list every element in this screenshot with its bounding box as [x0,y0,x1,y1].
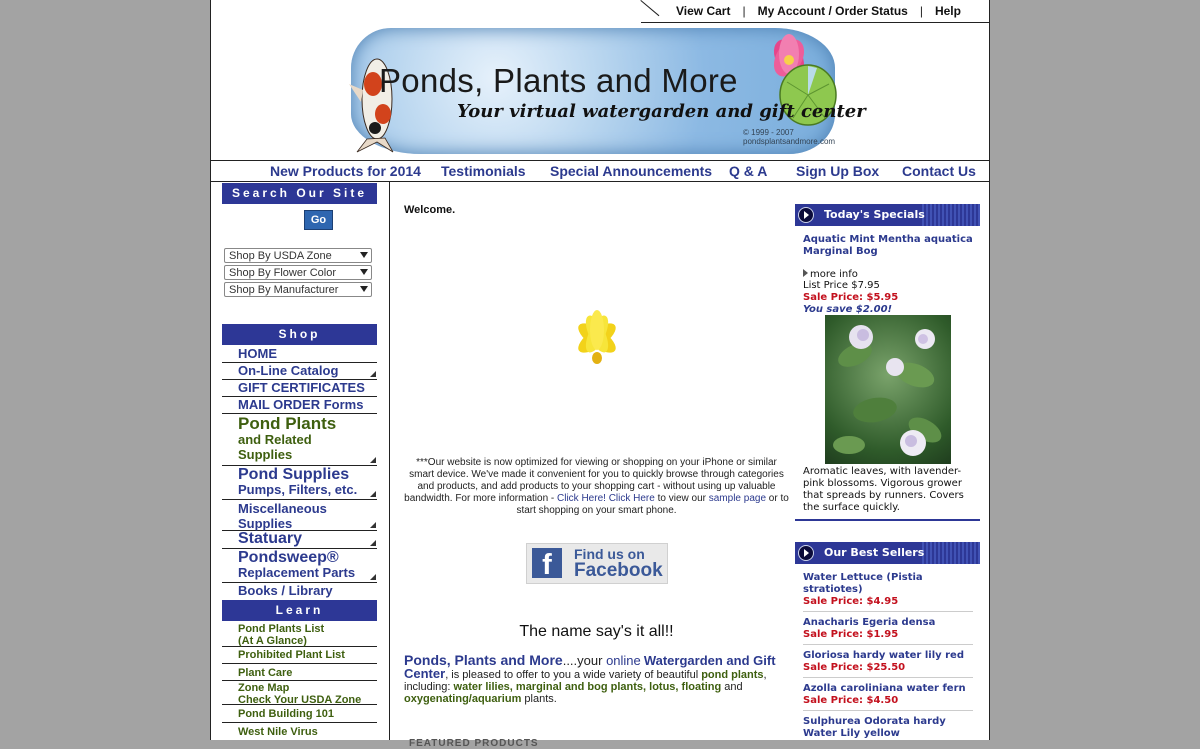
learn-pond-plants-list[interactable] [222,623,377,647]
chevron-down-icon [360,286,368,292]
chevron-down-icon [360,252,368,258]
learn-building-label: Pond Building 101 [238,708,334,720]
menu-pond-plants-sub1: and Related [238,432,312,447]
intro-types: water lilies, marginal and bog plants, lotus, floating [453,681,722,693]
mobile-text-3: or to start shopping on your smart phone. [516,493,789,516]
water-lily-icon [564,300,630,366]
copyright-site: pondsplantsandmore.com [743,137,836,146]
bestseller-2-price: Sale Price: $1.95 [803,629,899,640]
mobile-notice [404,457,789,517]
click-here-link-1[interactable]: Click Here! [557,493,606,504]
intro-online: online [606,653,641,668]
expand-arrow-icon [370,574,376,580]
special-more-info[interactable]: more info [803,269,858,280]
learn-list-label1: Pond Plants List [238,623,325,635]
intro-paragraph [404,654,789,705]
learn-header: Learn [222,600,377,621]
learn-zone-label1: Zone Map [238,682,290,694]
left-sidebar [211,182,390,740]
bestseller-2-name[interactable]: Anacharis Egeria densa [803,617,936,628]
special-desc-3: that spreads by runners. Covers [803,490,964,501]
help-link[interactable]: Help [934,4,961,18]
menu-statuary-label: Statuary [238,530,303,547]
bestseller-3-name[interactable]: Gloriosa hardy water lily red [803,650,964,661]
name-says-heading: The name say's it all!! [519,623,674,640]
account-link[interactable]: My Account / Order Status [757,4,908,18]
intro-end: plants. [521,693,557,705]
menu-home-label: HOME [238,346,277,361]
learn-westnile-label: West Nile Virus [238,726,318,738]
special-desc-1: Aromatic leaves, with lavender- [803,466,962,477]
menu-pondsweep[interactable] [222,549,377,583]
menu-mail-order-label: MAIL ORDER Forms [238,397,364,412]
menu-miscellaneous[interactable] [222,500,377,531]
search-header: Search Our Site [222,183,377,204]
shop-header: Shop [222,324,377,345]
intro-text-1: , is pleased to offer to you a wide variety of beautiful [445,669,702,681]
mobile-text-1: ***Our website is now optimized for viewing or shopping on your iPhone or similar smart device. We've made it convenient for you to quickly browse through categories and products, and add products to your shopping cart - without using up valuable bandwidth. For more information - [404,457,784,504]
intro-and: and [721,681,743,693]
intro-brand: Ponds, Plants and More [404,652,563,668]
bestseller-5-name[interactable]: Sulphurea Odorata hardy [803,716,946,727]
select-manufacturer[interactable] [224,282,372,297]
bestseller-divider [803,644,973,645]
sample-page-link[interactable]: sample page [708,493,767,504]
menu-statuary[interactable] [222,531,377,549]
learn-west-nile[interactable] [222,723,377,740]
menu-pond-plants-sub2: Supplies [238,447,293,462]
learn-care-label: Plant Care [238,667,293,679]
menu-gift-certificates-label: GIFT CERTIFICATES [238,380,365,395]
menu-pond-supplies[interactable] [222,466,377,500]
mint-plant-picture [825,315,951,464]
expand-arrow-icon [370,522,376,528]
separator: | [742,4,746,18]
copyright-text: © 1999 - 2007 [743,128,794,137]
menu-books-label: Books / Library [238,583,333,598]
nav-testimonials[interactable]: Testimonials [441,163,526,179]
menu-online-catalog-label: On-Line Catalog [238,363,339,378]
special-sale-price: Sale Price: $5.95 [803,292,899,303]
bestseller-divider [803,677,973,678]
todays-specials-title: Today's Specials [824,208,925,221]
expand-arrow-icon [370,457,376,463]
click-here-link-2[interactable]: Click Here [608,493,655,504]
nav-qa[interactable]: Q & A [729,163,768,179]
utility-bar [641,0,989,23]
facebook-button[interactable] [526,543,668,584]
banner-copyright [743,128,835,146]
right-sidebar [795,182,981,740]
learn-zone-map[interactable] [222,681,377,705]
menu-misc-label2: Supplies [238,516,293,531]
aquatic-mint-image[interactable] [825,315,951,464]
learn-list-label2: (At A Glance) [238,635,307,647]
learn-prohibited-list[interactable] [222,647,377,664]
separator: | [919,4,923,18]
nav-special-announcements[interactable]: Special Announcements [550,163,713,179]
arrow-circle-icon [798,207,814,223]
select-manufacturer-label: Shop By Manufacturer [229,284,339,296]
expand-arrow-icon [370,371,376,377]
bestseller-divider [803,710,973,711]
site-banner[interactable] [343,22,866,156]
intro-watergarden: Watergarden and Gift Center [404,653,776,681]
menu-online-catalog[interactable] [222,363,377,380]
menu-gift-certificates[interactable] [222,380,377,397]
select-flower-color[interactable] [224,265,372,280]
chevron-down-icon [360,269,368,275]
learn-zone-label2: Check Your USDA Zone [238,694,362,706]
intro-oxygenating: oxygenating/aquarium [404,693,522,705]
bestseller-4-name[interactable]: Azolla caroliniana water fern [803,683,966,694]
special-desc-4: the surface quickly. [803,502,900,513]
featured-products-heading: FEATURED PRODUCTS [409,738,539,749]
select-usda-zone-label: Shop By USDA Zone [229,250,332,262]
menu-pondsweep-sub: Replacement Parts [238,565,356,580]
menu-misc-label1: Miscellaneous [238,501,327,516]
special-product-name-1[interactable]: Aquatic Mint Mentha aquatica [803,234,973,245]
banner-title: Ponds, Plants and More [379,62,738,99]
specials-divider [795,519,980,521]
nav-contact-us[interactable]: Contact Us [902,163,976,179]
nav-sign-up-box[interactable]: Sign Up Box [796,163,880,179]
bestseller-5-name-2[interactable]: Water Lily yellow [803,728,900,739]
page [210,0,990,749]
intro-pond-plants: pond plants [701,669,764,681]
bestseller-1-price: Sale Price: $4.95 [803,596,899,607]
learn-plant-care[interactable] [222,664,377,681]
menu-pond-plants-label: Pond Plants [238,414,337,433]
menu-mail-order[interactable] [222,397,377,414]
special-product-name-2[interactable]: Marginal Bog [803,246,878,257]
bestseller-1-name[interactable]: Water Lettuce (Pistia [803,572,923,583]
bestseller-1-name-2[interactable]: stratiotes) [803,584,863,595]
intro-text-2: , including: [404,669,767,693]
todays-specials-header [795,204,980,226]
menu-pond-plants[interactable] [222,414,377,466]
bestseller-4-price: Sale Price: $4.50 [803,695,899,706]
bestseller-3-price: Sale Price: $25.50 [803,662,906,673]
facebook-icon: f [532,548,562,578]
menu-pond-supplies-label: Pond Supplies [238,466,350,483]
main-content [404,182,789,749]
menu-pondsweep-label: Pondsweep® [238,549,339,566]
best-sellers-title: Our Best Sellers [824,546,925,559]
special-list-price: List Price $7.95 [803,280,880,291]
banner-tagline: Your virtual watergarden and gift center [457,101,866,122]
facebook-line2: Facebook [574,560,663,581]
select-flower-color-label: Shop By Flower Color [229,267,336,279]
expand-arrow-icon [370,540,376,546]
mobile-text-2: to view our [654,493,709,504]
learn-prohibited-label: Prohibited Plant List [238,649,345,661]
expand-arrow-icon [370,491,376,497]
select-usda-zone[interactable] [224,248,372,263]
menu-books[interactable] [222,583,377,600]
learn-pond-building[interactable] [222,705,377,723]
view-cart-link[interactable]: View Cart [676,4,731,18]
arrow-circle-icon [798,545,814,561]
nav-new-products[interactable]: New Products for 2014 [270,163,421,179]
header-stripes [920,204,980,226]
best-sellers-header [795,542,980,564]
header-stripes [920,542,980,564]
intro-dots: ....your [562,653,607,668]
special-savings: You save $2.00! [803,304,893,315]
main-nav [211,160,989,182]
facebook-line1: Find us on [574,546,645,562]
menu-home[interactable] [222,346,377,363]
go-button[interactable]: Go [304,210,333,230]
welcome-text: Welcome. [404,204,456,216]
menu-pond-supplies-sub: Pumps, Filters, etc. [238,482,358,497]
special-desc-2: pink blossoms. Vigorous grower [803,478,962,489]
bestseller-divider [803,611,973,612]
